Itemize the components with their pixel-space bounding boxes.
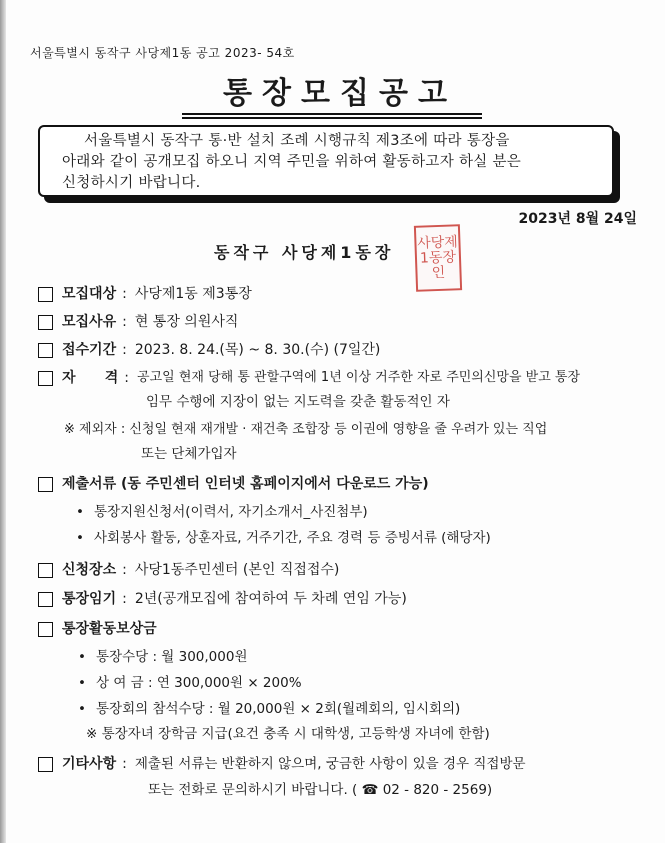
bullet-icon: •	[76, 504, 84, 520]
other-line-2: 또는 전화로 문의하시기 바랍니다. ( ☎ 02 - 820 - 2569)	[148, 782, 493, 798]
exclusion-line-1: 제외자 : 신청일 현재 재개발 · 재건축 조합장 등 이권에 영향을 줄 우려가 있는 직업	[79, 422, 548, 437]
seal-line-2: 1동장인	[419, 248, 457, 281]
checkbox-compensation[interactable]	[38, 622, 53, 637]
intro-box	[38, 125, 614, 197]
item-other: 기타사항 : 제출된 서류는 반환하지 않으며, 궁금한 사항이 있을 경우 직접방문	[38, 754, 526, 774]
exclusion-line-2: 또는 단체가입자	[141, 446, 237, 462]
checkbox-qualification[interactable]	[38, 371, 53, 386]
place-value: 사당1동주민센터 (본인 직접접수)	[134, 562, 340, 578]
period-value: 2023. 8. 24.(목) ~ 8. 30.(수) (7일간)	[134, 342, 381, 358]
compensation-bullet-3	[78, 699, 460, 719]
documents-bullet-1-text: 통장지원신청서(이력서, 자기소개서_사진첨부)	[94, 504, 368, 520]
checkbox-reason[interactable]	[38, 315, 53, 330]
compensation-bullet-2	[78, 673, 302, 693]
checkbox-term[interactable]	[38, 592, 53, 607]
intro-line-1: 서울특별시 동작구 통·반 설치 조례 시행규칙 제3조에 따라 통장을	[84, 133, 510, 149]
scholarship-note: ※ 통장자녀 장학금 지급(요건 충족 시 대학생, 고등학생 자녀에 한함)	[86, 726, 490, 742]
term-label: 통장임기	[62, 591, 117, 607]
bullet-icon: •	[78, 701, 86, 717]
checkbox-documents[interactable]	[38, 477, 53, 492]
item-compensation	[38, 619, 157, 639]
documents-bullet-2-text: 사회봉사 활동, 상훈자료, 거주기간, 주요 경력 등 증빙서류 (해당자)	[94, 530, 491, 546]
qualification-label: 자 격	[62, 370, 119, 386]
target-label: 모집대상	[62, 286, 117, 302]
title-underline	[182, 113, 482, 115]
compensation-bullet-2-text: 상 여 금 : 연 300,000원 × 200%	[96, 675, 302, 691]
item-place: 신청장소 : 사당1동주민센터 (본인 직접접수)	[38, 560, 339, 580]
checkbox-other[interactable]	[38, 757, 53, 772]
other-line-1: 제출된 서류는 반환하지 않으며, 궁금한 사항이 있을 경우 직접방문	[134, 756, 526, 772]
compensation-label: 통장활동보상금	[62, 621, 157, 637]
bullet-icon: •	[78, 649, 86, 665]
qualification-line-2: 임무 수행에 지장이 없는 지도력을 갖춘 활동적인 자	[146, 394, 450, 410]
announcement-reference: 서울특별시 동작구 사당제1동 공고 2023- 54호	[30, 46, 295, 60]
intro-line-2: 아래와 같이 공개모집 하오니 지역 주민을 위하여 활동하고자 하실 분은	[62, 154, 522, 170]
reason-label: 모집사유	[62, 314, 117, 330]
qualification-line-1: 공고일 현재 당해 통 관할구역에 1년 이상 거주한 자로 주민의신망을 받고 통장	[137, 370, 581, 385]
documents-label: 제출서류 (동 주민센터 인터넷 홈페이지에서 다운로드 가능)	[62, 476, 429, 492]
checkbox-target[interactable]	[38, 287, 53, 302]
official-seal	[414, 224, 462, 292]
announcement-date: 2023년 8월 24일	[518, 211, 637, 227]
item-documents	[38, 474, 429, 494]
exclusion-mark: ※	[64, 422, 75, 437]
reason-value: 현 통장 의원사직	[134, 314, 239, 330]
period-label: 접수기간	[62, 342, 117, 358]
documents-bullet-1	[76, 502, 368, 522]
exclusion-note	[64, 420, 547, 440]
compensation-bullet-1-text: 통장수당 : 월 300,000원	[96, 649, 248, 665]
checkbox-period[interactable]	[38, 343, 53, 358]
target-value: 사당제1동 제3통장	[134, 286, 252, 302]
title-underline-2	[182, 117, 482, 119]
term-value: 2년(공개모집에 참여하여 두 차례 연임 가능)	[134, 591, 407, 607]
bullet-icon: •	[76, 530, 84, 546]
documents-bullet-2	[76, 528, 491, 548]
scan-edge	[0, 0, 6, 843]
item-qualification: 자 격 : 공고일 현재 당해 통 관할구역에 1년 이상 거주한 자로 주민의신망을 받고 통장	[38, 368, 580, 388]
item-term: 통장임기 : 2년(공개모집에 참여하여 두 차례 연임 가능)	[38, 589, 407, 609]
seal-line-1: 사당제	[416, 233, 459, 252]
compensation-bullet-1	[78, 647, 248, 667]
item-reason: 모집사유 : 현 통장 의원사직	[38, 312, 238, 332]
compensation-bullet-3-text: 통장회의 참석수당 : 월 20,000원 × 2회(월례회의, 임시회의)	[96, 701, 461, 717]
issuing-office: 동작구 사당제1동장	[214, 243, 395, 262]
bullet-icon: •	[78, 675, 86, 691]
item-target: 모집대상 : 사당제1동 제3통장	[38, 284, 252, 304]
item-period: 접수기간 : 2023. 8. 24.(목) ~ 8. 30.(수) (7일간)	[38, 340, 380, 360]
place-label: 신청장소	[62, 562, 117, 578]
other-label: 기타사항	[62, 756, 117, 772]
intro-line-3: 신청하시기 바랍니다.	[62, 175, 201, 191]
page-title: 통장모집공고	[223, 76, 457, 111]
checkbox-place[interactable]	[38, 563, 53, 578]
